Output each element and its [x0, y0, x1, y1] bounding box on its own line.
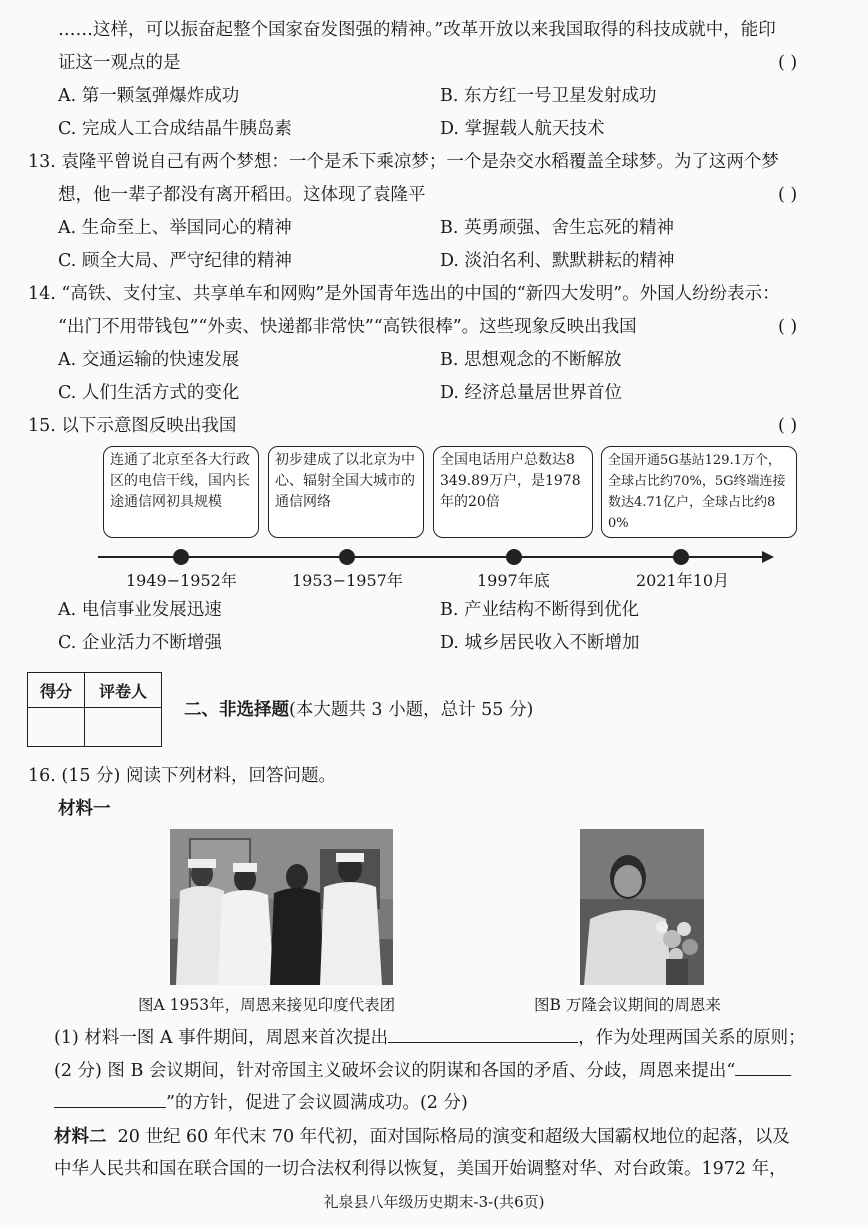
q12-option-d: D. 掌握载人航天技术 [440, 119, 605, 139]
q13-option-d: D. 淡泊名利、默默耕耘的精神 [440, 251, 675, 271]
timeline-box-1: 连通了北京至各大行政区的电信干线，国内长途通信网初具规模 [103, 446, 259, 538]
material2-line1 [54, 1125, 790, 1149]
q13-option-a: A. 生命至上、举国同心的精神 [58, 218, 292, 238]
photo-a-indian-delegation [170, 829, 393, 985]
q16-sub1-text-b: ，作为处理两国关系的原则； [578, 1028, 806, 1048]
timeline-date-4: 2021年10月 [636, 571, 730, 590]
q13-line1: 13. 袁隆平曾说自己有两个梦想：一个是禾下乘凉梦；一个是杂交水稻覆盖全球梦。为了这两个梦 [28, 152, 779, 172]
q14-line2: “出门不用带钱包”“外卖、快递都非常快”“高铁很棒”。这些现象反映出我国 [58, 317, 637, 337]
score-label: 得分 [28, 673, 85, 708]
material2-text-1: 20 世纪 60 年代末 70 年代初，面对国际格局的演变和超级大国霸权地位的起落，以及 [117, 1127, 790, 1147]
answer-blank-1[interactable] [388, 1024, 578, 1043]
grader-label: 评卷人 [85, 673, 162, 708]
q13-option-b: B. 英勇顽强、舍生忘死的精神 [440, 218, 674, 238]
q14-line1: 14. “高铁、支付宝、共享单车和网购”是外国青年选出的中国的“新四大发明”。外国人纷纷表示： [28, 284, 780, 304]
timeline-box-3: 全国电话用户总数达8 349.89万户，是1978年的20倍 [433, 446, 593, 538]
timeline-dot [173, 549, 189, 565]
q14-option-c: C. 人们生活方式的变化 [58, 383, 240, 403]
q16-intro: 16. (15 分) 阅读下列材料，回答问题。 [28, 766, 336, 786]
q15-option-b: B. 产业结构不断得到优化 [440, 600, 639, 620]
q16-sub1-line2 [54, 1057, 791, 1083]
q12-line2: 证这一观点的是 [58, 53, 181, 73]
q12-option-c: C. 完成人工合成结晶牛胰岛素 [58, 119, 292, 139]
timeline-arrow-icon [762, 551, 774, 563]
q16-sub1-text-c: (2 分) 图 B 会议期间，针对帝国主义破坏会议的阴谋和各国的矛盾、分歧，周恩来提出“ [54, 1061, 736, 1081]
timeline-box-2: 初步建成了以北京为中心、辐射全国大城市的通信网络 [268, 446, 424, 538]
material1-label: 材料一 [58, 799, 111, 819]
q12-option-b: B. 东方红一号卫星发射成功 [440, 86, 657, 106]
section2-desc: (本大题共 3 小题，总计 55 分) [289, 700, 534, 720]
material2-line2: 中华人民共和国在联合国的一切合法权利得以恢复，美国开始调整对华、对台政策。1972 年， [54, 1159, 787, 1179]
q15-option-c: C. 企业活力不断增强 [58, 633, 222, 653]
q14-option-b: B. 思想观念的不断解放 [440, 350, 622, 370]
q12-option-a: A. 第一颗氢弹爆炸成功 [58, 86, 240, 106]
q16-sub1-text-a: (1) 材料一图 A 事件期间，周恩来首次提出 [54, 1028, 389, 1048]
q12-answer-paren: ( ) [778, 53, 798, 73]
section2-title: 二、非选择题 [184, 700, 289, 720]
timeline-axis [98, 556, 766, 558]
page-footer: 礼泉县八年级历史期末-3-(共6页) [323, 1193, 545, 1211]
q13-option-c: C. 顾全大局、严守纪律的精神 [58, 251, 292, 271]
q13-answer-paren: ( ) [778, 185, 798, 205]
q15-option-d: D. 城乡居民收入不断增加 [440, 633, 640, 653]
timeline-dot [339, 549, 355, 565]
q15-line1: 15. 以下示意图反映出我国 [28, 416, 237, 436]
timeline-dot [673, 549, 689, 565]
section2-heading [184, 698, 533, 722]
q15-option-a: A. 电信事业发展迅速 [58, 600, 222, 620]
caption-a: 图A 1953年，周恩来接见印度代表团 [138, 996, 396, 1014]
timeline-date-2: 1953−1957年 [292, 571, 403, 590]
q16-sub1-text-d: ”的方针，促进了会议圆满成功。(2 分) [166, 1093, 468, 1113]
timeline-date-3: 1997年底 [477, 571, 550, 590]
timeline-date-1: 1949−1952年 [126, 571, 237, 590]
grader-cell [85, 708, 162, 747]
caption-b: 图B 万隆会议期间的周恩来 [534, 996, 721, 1014]
q12-line1: ……这样，可以振奋起整个国家奋发图强的精神。”改革开放以来我国取得的科技成就中，能印 [58, 20, 776, 40]
q14-answer-paren: ( ) [778, 317, 798, 337]
q13-line2: 想，他一辈子都没有离开稻田。这体现了袁隆平 [58, 185, 426, 205]
score-cell [28, 708, 85, 747]
timeline-box-4: 全国开通5G基站129.1万个，全球占比约70%，5G终端连接数达4.71亿户，全球占比约80% [601, 446, 797, 538]
q14-option-d: D. 经济总量居世界首位 [440, 383, 623, 403]
q15-answer-paren: ( ) [778, 416, 798, 436]
score-table [27, 672, 162, 747]
q16-sub1-line1 [54, 1024, 806, 1050]
timeline-dot [506, 549, 522, 565]
answer-blank-2a[interactable] [735, 1057, 791, 1076]
material2-label: 材料二 [54, 1127, 107, 1147]
q16-sub1-line3 [54, 1089, 468, 1115]
q14-option-a: A. 交通运输的快速发展 [58, 350, 240, 370]
photo-b-zhou-bandung [580, 829, 704, 985]
answer-blank-2b[interactable] [54, 1089, 166, 1108]
